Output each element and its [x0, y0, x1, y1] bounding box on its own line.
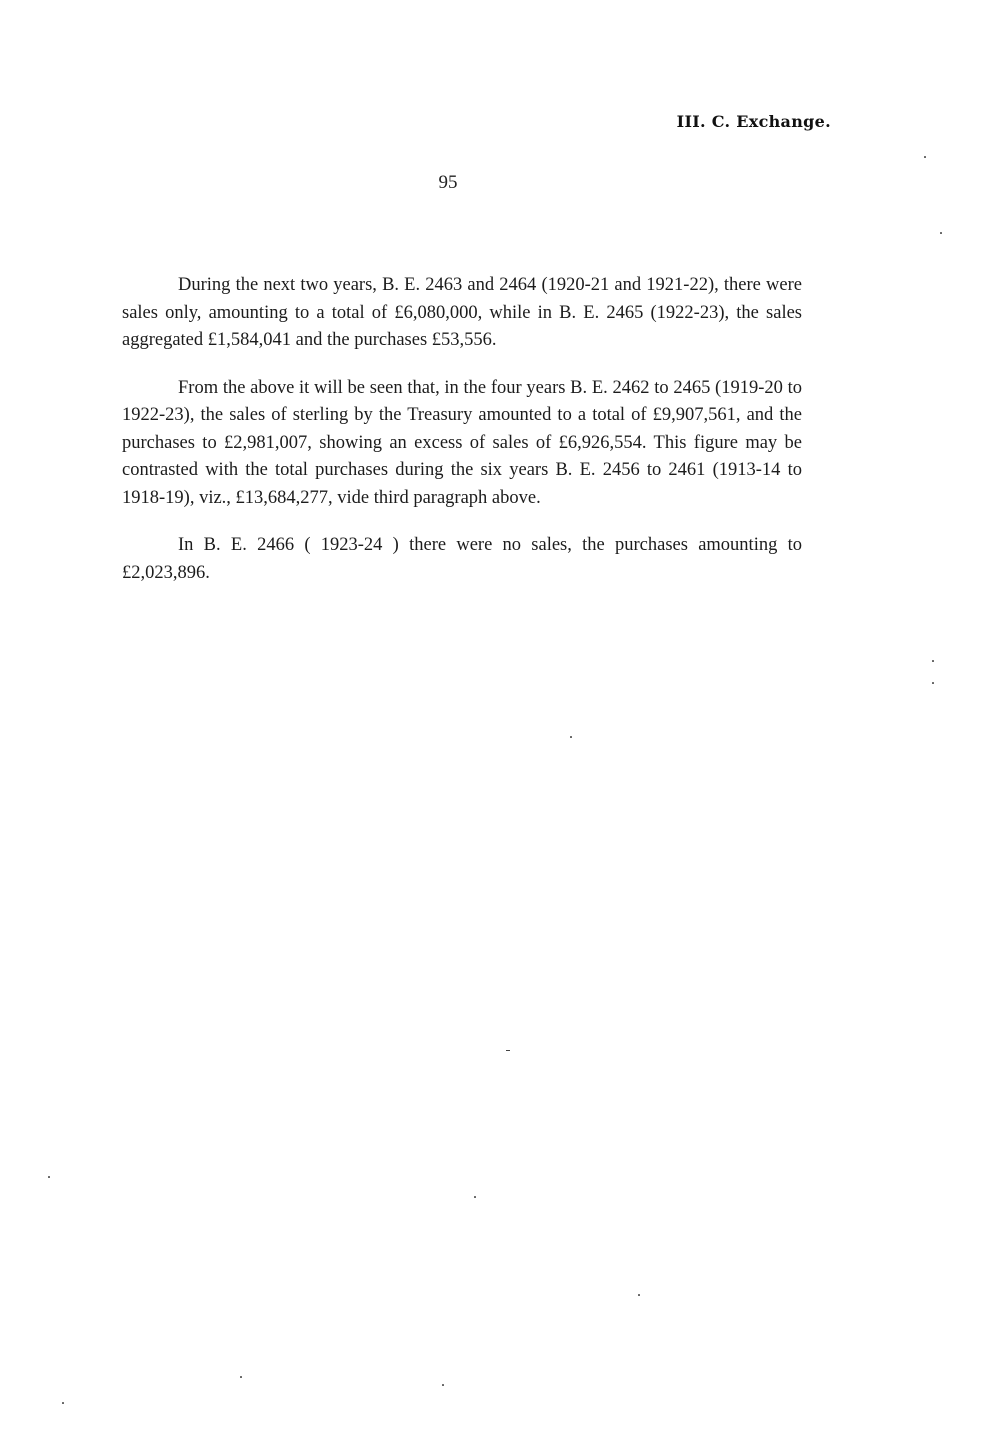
paragraph-1923-24-purchases: In B. E. 2466 ( 1923-24 ) there were no sales, the purchases amounting to £2,023,896.: [122, 535, 802, 583]
scan-speck: [506, 1050, 510, 1051]
scan-speck: [638, 1294, 640, 1296]
scan-speck: [932, 682, 934, 684]
scan-speck: [48, 1176, 50, 1178]
scan-speck: [240, 1376, 242, 1378]
scan-speck: [940, 232, 942, 234]
scan-speck: [932, 660, 934, 662]
paragraph-sales-1920-1923: During the next two years, B. E. 2463 and 2464 (1920-21 and 1921-22), there were sales only, amounting to a total of £6,080,000, while in B. E. 2465 (1922-23), the sales aggregated £1,584,041 and the purchases £53,556.: [122, 275, 802, 350]
scan-speck: [570, 736, 572, 738]
page-number: 95: [438, 172, 458, 193]
scan-speck: [62, 1402, 64, 1404]
scan-speck: [924, 156, 926, 158]
scan-speck: [474, 1196, 476, 1198]
body-text: [122, 272, 802, 607]
section-heading: III. C. Exchange.: [676, 112, 831, 131]
scan-speck: [442, 1384, 444, 1386]
paragraph-sterling-summary: From the above it will be seen that, in the four years B. E. 2462 to 2465 (1919-20 to 1922-23), the sales of sterling by the Treasury amounted to a total of £9,907,561, and the purchases to £2,981,007, showing an excess of sales of £6,926,554. This figure may be contrasted with the total purchases during the six years B. E. 2456 to 2461 (1913-14 to 1918-19), viz., £13,684,277, vide third paragraph above.: [122, 377, 802, 508]
